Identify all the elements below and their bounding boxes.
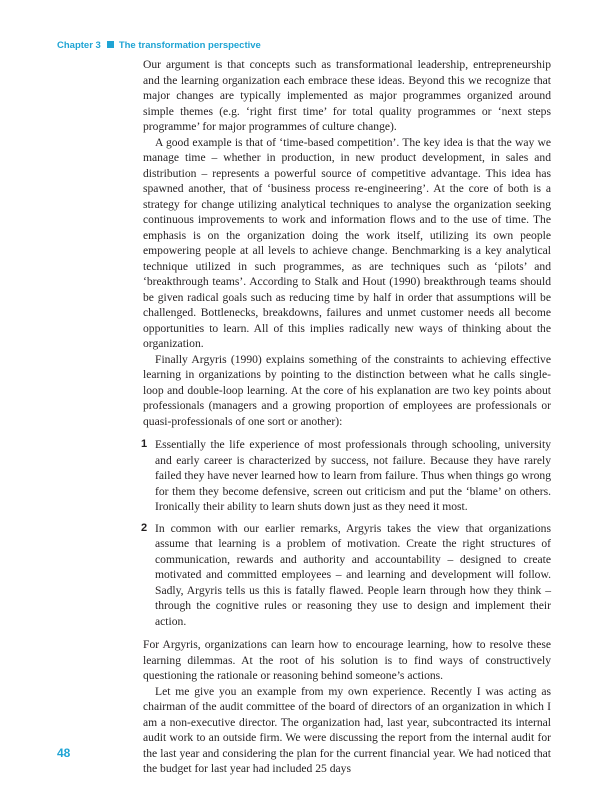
paragraph: Let me give you an example from my own experience. Recently I was acting as chairman of the audit committee of the board of directors of an organization in which I am a non-executive director. The organization had, last year, subcontracted its internal audit work to an outside firm. We were discussing the report from the internal audit for the last year and considering the plan for the current financial year. We had noticed that the budget for last year had included 25 days xyxy=(143,684,551,775)
chapter-label: Chapter 3 xyxy=(57,40,101,51)
list-item-text: In common with our earlier remarks, Argyris takes the view that organizations assume that learning is a problem of motivation. Create the right structures of communication, rewards and authority and accountability – designed to create motivated and committed employees – and learning and development will follow. Sadly, Argyris tells us this is fatally flawed. People learn through how they think – through the cognitive rules or reasoning they use to design and implement their action. xyxy=(155,521,551,628)
list-number: 1 xyxy=(141,438,148,450)
page-number: 48 xyxy=(57,746,71,760)
list-item xyxy=(143,521,551,630)
list-item xyxy=(143,437,551,515)
chapter-title: The transformation perspective xyxy=(118,40,261,51)
paragraph: Finally Argyris (1990) explains something of the constraints to achieving effective learning in organizations by pointing to the distinction between what he calls single-loop and double-loop learning. At the core of his explanation are two key points about professionals (managers and a growing proportion of employees are professionals or quasi-professionals of one sort or another): xyxy=(143,352,551,428)
paragraph: For Argyris, organizations can learn how to encourage learning, how to resolve these learning dilemmas. At the root of his solution is to find ways of constructively questioning the rationale or reasoning behind someone’s actions. xyxy=(143,638,551,682)
list-number: 2 xyxy=(141,521,148,534)
paragraph: Our argument is that concepts such as transformational leadership, entrepreneurship and the learning organization each embrace these ideas. Beyond this we recognize that major changes are typically implemented as major programmes organized around simple themes (e.g. ‘right first time’ for total quality programmes or ‘next steps programme’ for major programmes of culture change). xyxy=(143,58,551,133)
list-item-text: Essentially the life experience of most professionals through schooling, university and early career is characterized by success, not failure. Because they have rarely failed they have never learned how to learn from failure. Thus when things go wrong for them they become defensive, screen out criticism and put the ‘blame’ on others. Ironically their ability to learn shuts down just as they need it most. xyxy=(155,438,551,513)
running-head xyxy=(57,40,261,51)
numbered-list xyxy=(143,437,551,629)
paragraph: A good example is that of ‘time-based competition’. The key idea is that the way we manage time – whether in production, in new product development, in sales and distribution – represents a powerful source of competitive advantage. This idea has spawned another, that of ‘business process re-engineering’. At the core of both is a strategy for change utilizing analytical techniques to analyse the organization seeking continuous improvements to work and information flows and to the use of time. The emphasis is on the organization doing the work itself, utilizing its own people empowering people at all levels to achieve change. Benchmarking is a key analytical technique utilized in such programmes, as are techniques such as ‘pilots’ and ‘breakthrough teams’. According to Stalk and Hout (1990) breakthrough teams should be given radical goals such as reducing time by half in order that assumptions will be challenged. Bottlenecks, breakdowns, failures and unmet customer needs all become opportunities to learn. All of this implies radically new ways of thinking about the organization. xyxy=(143,135,551,350)
body-text xyxy=(143,57,551,777)
square-bullet-icon xyxy=(107,41,114,48)
